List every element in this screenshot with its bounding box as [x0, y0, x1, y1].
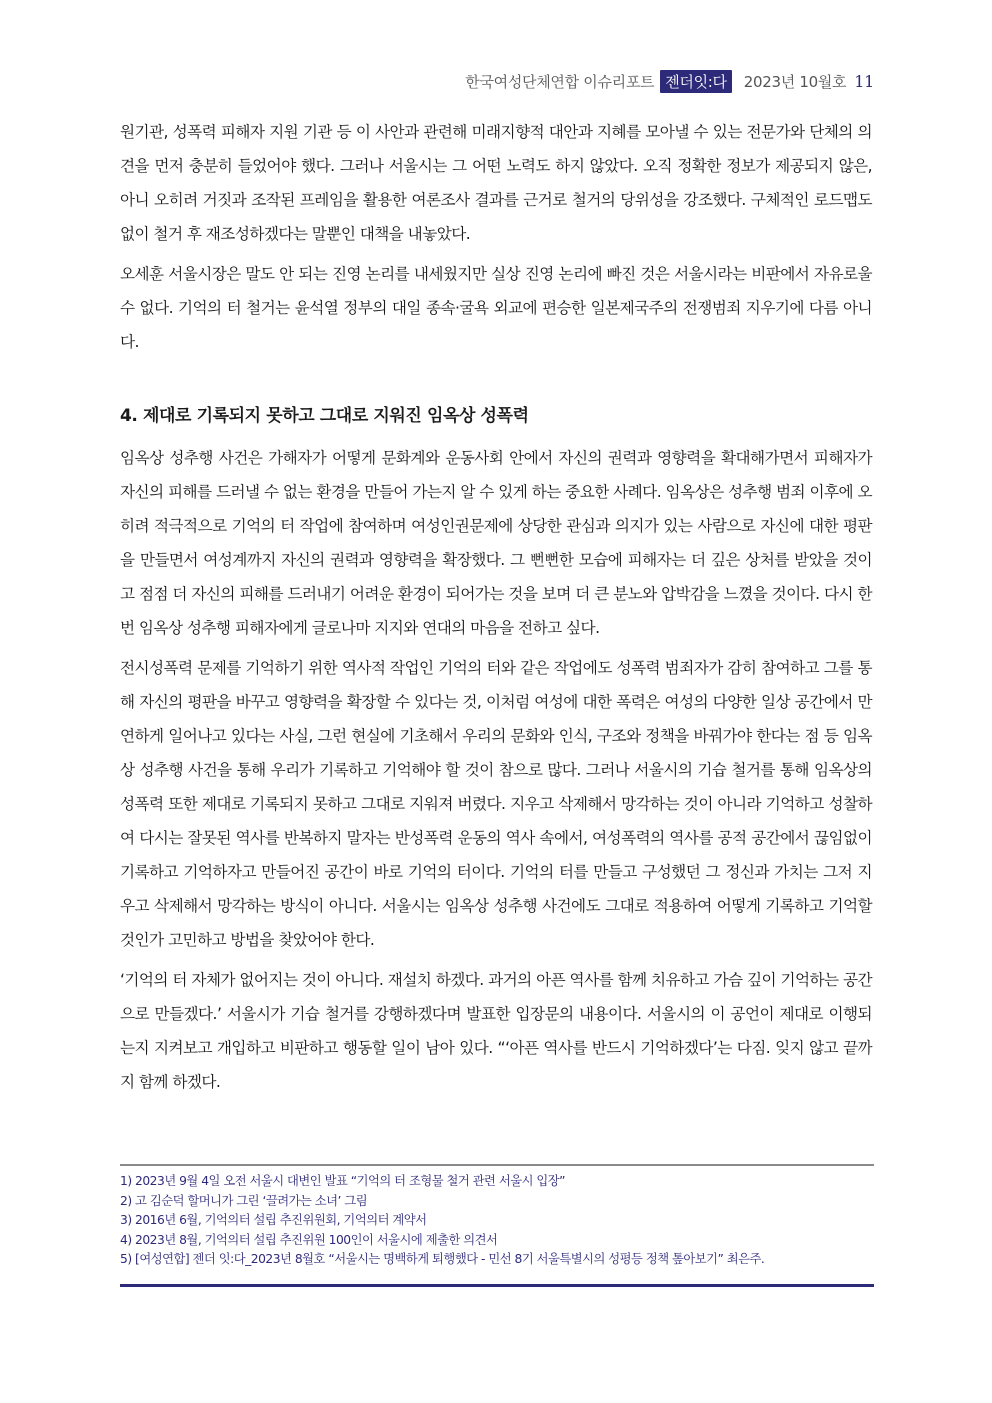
- issue-badge: 젠더잇:다: [660, 70, 732, 93]
- footnote-3: 3) 2016년 6월, 기억의터 설립 추진위원회, 기억의터 계약서: [120, 1213, 427, 1227]
- footnote-1: 1) 2023년 9월 4일 오전 서울시 대변인 발표 “기억의 터 조형물 철거 관련 서울시 입장”: [120, 1174, 566, 1188]
- paragraph-2: 오세훈 서울시장은 말도 안 되는 진영 논리를 내세웠지만 실상 진영 논리에 빠진 것은 서울시라는 비판에서 자유로울 수 없다. 기억의 터 철거는 윤석열 정부의 대일 종속·굴욕 외교에 편승한 일본제국주의 전쟁범죄 지우기에 다름 아니다.: [120, 265, 872, 351]
- page-number: 11: [854, 72, 874, 91]
- paragraph-1: 원기관, 성폭력 피해자 지원 기관 등 이 사안과 관련해 미래지향적 대안과 지혜를 모아낼 수 있는 전문가와 단체의 의견을 먼저 충분히 들었어야 했다. 그러나 서울시는 그 어떤 노력도 하지 않았다. 오직 정확한 정보가 제공되지 않은, 아니 오히려 거짓과 조작된 프레임을 활용한 여론조사 결과를 근거로 철거의 당위성을 강조했다. 구체적인 로드맵도 없이 철거 후 재조성하겠다는 말뿐인 대책을 내놓았다.: [120, 123, 872, 243]
- paragraph-5: ‘기억의 터 자체가 없어지는 것이 아니다. 재설치 하겠다. 과거의 아픈 역사를 함께 치유하고 가슴 깊이 기억하는 공간으로 만들겠다.’ 서울시가 기습 철거를 강행하겠다며 발표한 입장문의 내용이다. 서울시의 이 공언이 제대로 이행되는지 지켜보고 개입하고 비판하고 행동할 일이 남아 있다. “‘아픈 역사를 반드시 기억하겠다’는 다짐. 잊지 않고 끝까지 함께 하겠다.: [120, 971, 872, 1091]
- paragraph-4: 전시성폭력 문제를 기억하기 위한 역사적 작업인 기억의 터와 같은 작업에도 성폭력 범죄자가 감히 참여하고 그를 통해 자신의 평판을 바꾸고 영향력을 확장할 수 있다는 것, 이처럼 여성에 대한 폭력은 여성의 다양한 일상 공간에서 만연하게 일어나고 있다는 사실, 그런 현실에 기초해서 우리의 문화와 인식, 구조와 정책을 바꿔가야 한다는 점 등 임옥상 성추행 사건을 통해 우리가 기록하고 기억해야 할 것이 참으로 많다. 그러나 서울시의 기습 철거를 통해 임옥상의 성폭력 또한 제대로 기록되지 못하고 그대로 지워져 버렸다. 지우고 삭제해서 망각하는 것이 아니라 기억하고 성찰하여 다시는 잘못된 역사를 반복하지 말자는 반성폭력 운동의 역사 속에서, 여성폭력의 역사를 공적 공간에서 끊임없이 기록하고 기억하자고 만들어진 공간이 바로 기억의 터이다. 기억의 터를 만들고 구성했던 그 정신과 가치는 그저 지우고 삭제해서 망각하는 방식이 아니다. 서울시는 임옥상 성추행 사건에도 그대로 적용하여 어떻게 기록하고 기억할 것인가 고민하고 방법을 찾았어야 한다.: [120, 659, 872, 949]
- publisher-name: 한국여성단체연합 이슈리포트: [465, 73, 655, 91]
- issue-date: 2023년 10월호: [743, 73, 847, 91]
- footnote-4: 4) 2023년 8월, 기억의터 설립 추진위원 100인이 서울시에 제출한 의견서: [120, 1232, 498, 1247]
- footnote-5: 5) [여성연합] 젠더 잇:다_2023년 8월호 “서울시는 명백하게 퇴행했다 - 민선 8기 서울특별시의 성평등 정책 톺아보기” 최은주.: [120, 1252, 765, 1266]
- footnotes: [120, 1164, 874, 1270]
- paragraph-3: 임옥상 성추행 사건은 가해자가 어떻게 문화계와 운동사회 안에서 자신의 권력과 영향력을 확대해가면서 피해자가 자신의 피해를 드러낼 수 없는 환경을 만들어 가는지 알 수 있게 하는 중요한 사례다. 임옥상은 성추행 범죄 이후에 오히려 적극적으로 기억의 터 작업에 참여하며 여성인권문제에 상당한 관심과 의지가 있는 사람으로 자신에 대한 평판을 만들면서 여성계까지 자신의 권력과 영향력을 확장했다. 그 뻔뻔한 모습에 피해자는 더 깊은 상처를 받았을 것이고 점점 더 자신의 피해를 드러내기 어려운 환경이 되어가는 것을 보며 더 큰 분노와 압박감을 느꼈을 것이다. 다시 한 번 임옥상 성추행 피해자에게 글로나마 지지와 연대의 마음을 전하고 싶다.: [120, 449, 872, 637]
- main-content: [120, 115, 872, 1105]
- page-header: [465, 70, 874, 93]
- section-heading: 4. 제대로 기록되지 못하고 그대로 지워진 임옥상 성폭력: [120, 406, 529, 426]
- bottom-divider: [120, 1284, 874, 1287]
- footnote-2: 2) 고 김순덕 할머니가 그린 ‘끌려가는 소녀’ 그림: [120, 1193, 368, 1208]
